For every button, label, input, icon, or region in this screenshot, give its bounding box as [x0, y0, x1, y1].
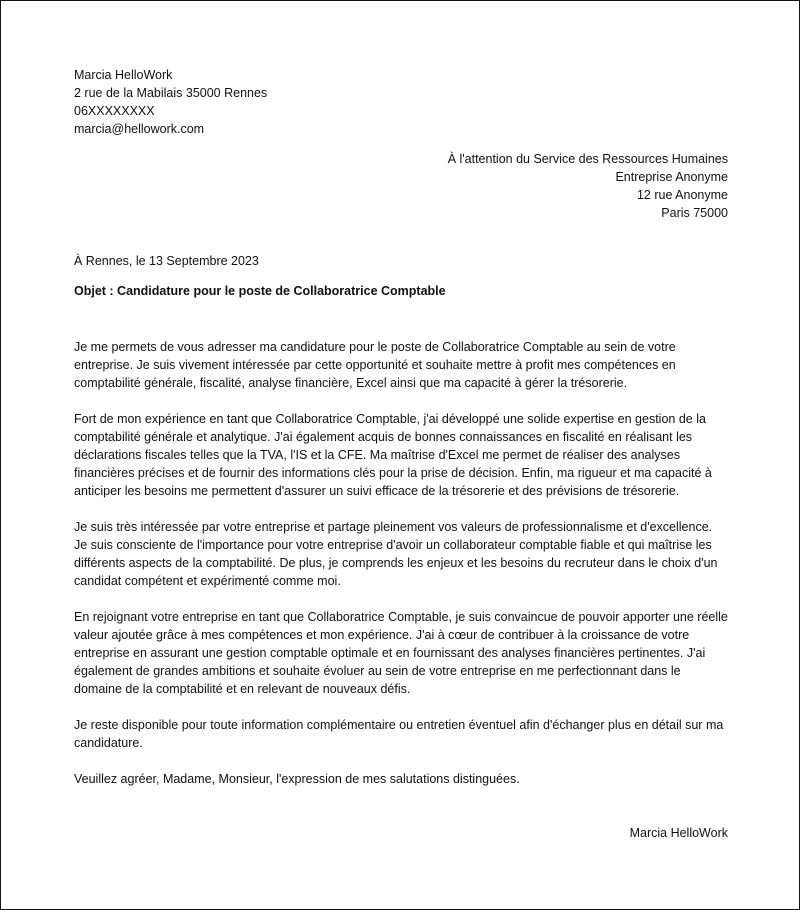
paragraph-motivation: Je suis très intéressée par votre entreprise et partage pleinement vos valeurs de professionnalisme et d'excellence. Je suis consciente de l'importance pour votre entreprise d'avoir un collaborateur comptable fiable et qui maîtrise les différents aspects de la comptabilité. De plus, je comprends les enjeux et les besoins du recruteur dans le choix d'un candidat compétent et expérimenté comme moi. [74, 520, 718, 588]
recipient-block [74, 150, 728, 222]
signature: Marcia HelloWork [629, 826, 728, 840]
subject-line: Objet : Candidature pour le poste de Collaboratrice Comptable [74, 284, 446, 298]
sender-email: marcia@hellowork.com [74, 122, 205, 136]
paragraph-experience: Fort de mon expérience en tant que Collaboratrice Comptable, j'ai développé une solide expertise en gestion de la comptabilité générale et analytique. J'ai également acquis de bonnes connaissances en fiscalité en réalisant les déclarations fiscales telles que la TVA, l'IS et la CFE. Ma maîtrise d'Excel me permet de réaliser des analyses financières précises et de fournir des informations clés pour la prise de décision. Enfin, ma rigueur et ma capacité à anticiper les besoins me permettent d'assurer un suivi efficace de la trésorerie et des prévisions de trésorerie. [74, 412, 712, 498]
date-line: À Rennes, le 13 Septembre 2023 [74, 254, 259, 268]
recipient-company: Entreprise Anonyme [615, 170, 728, 184]
letter-body [74, 338, 728, 788]
sender-phone: 06XXXXXXXX [74, 104, 155, 118]
paragraph-availability: Je reste disponible pour toute information complémentaire ou entretien éventuel afin d'échanger plus en détail sur ma candidature. [74, 718, 724, 750]
recipient-attention: À l'attention du Service des Ressources Humaines [447, 152, 728, 166]
paragraph-contribution: En rejoignant votre entreprise en tant que Collaboratrice Comptable, je suis convaincue de pouvoir apporter une réelle valeur ajoutée grâce à mes compétences et mon expérience. J'ai à cœur de contribuer à la croissance de votre entreprise en assurant une gestion comptable optimale et en fournissant des analyses financières pertinentes. J'ai également de grandes ambitions et souhaite évoluer au sein de votre entreprise en me perfectionnant dans le domaine de la comptabilité et en relevant de nouveaux défis. [74, 610, 728, 696]
letter-content [74, 66, 728, 855]
recipient-street: 12 rue Anonyme [636, 188, 728, 202]
sender-name: Marcia HelloWork [74, 68, 173, 82]
paragraph-introduction: Je me permets de vous adresser ma candidature pour le poste de Collaboratrice Comptable au sein de votre entreprise. Je suis vivement intéressée par cette opportunité et souhaite mettre à profit mes compétences en comptabilité générale, fiscalité, analyse financière, Excel ainsi que ma capacité à gérer la trésorerie. [74, 340, 676, 390]
sender-address: 2 rue de la Mabilais 35000 Rennes [74, 86, 268, 100]
recipient-city: Paris 75000 [661, 206, 728, 220]
paragraph-closing: Veuillez agréer, Madame, Monsieur, l'expression de mes salutations distinguées. [74, 772, 520, 786]
sender-block [74, 66, 728, 138]
